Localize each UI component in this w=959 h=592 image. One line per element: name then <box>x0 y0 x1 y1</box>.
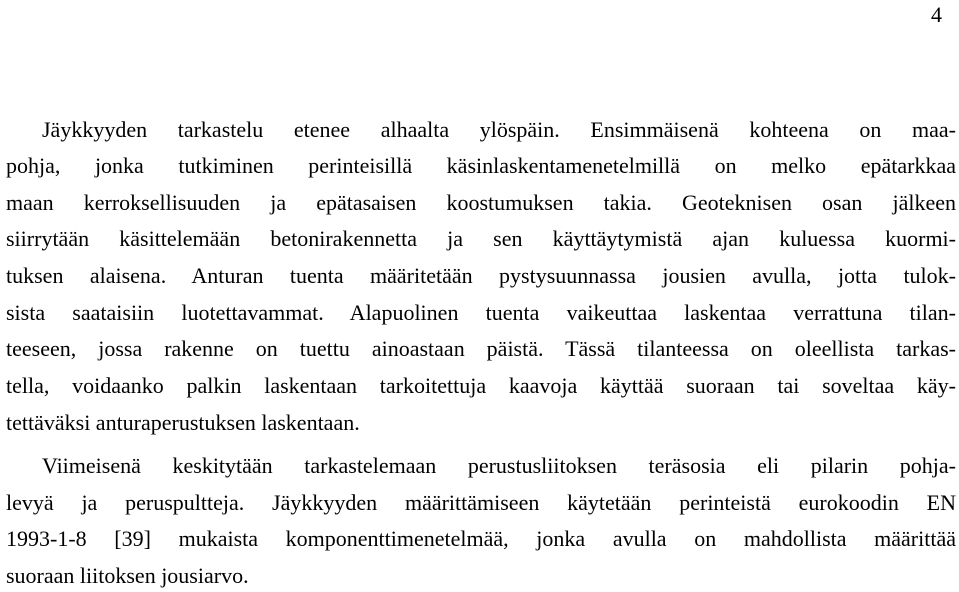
text-line: suoraan liitoksen jousiarvo. <box>6 563 249 588</box>
text-line: levyä ja peruspultteja. Jäykkyyden määrittämiseen käytetään perinteistä eurokoodin EN <box>6 490 956 515</box>
page-number: 4 <box>931 2 942 27</box>
text-line: Viimeisenä keskitytään tarkastelemaan perustusliitoksen teräsosia eli pilarin pohja- <box>42 453 956 478</box>
text-line: tuksen alaisena. Anturan tuenta määritetään pystysuunnassa jousien avulla, jotta tulok- <box>6 263 956 288</box>
text-line: maan kerroksellisuuden ja epätasaisen koostumuksen takia. Geoteknisen osan jälkeen <box>6 190 956 215</box>
text-line: pohja, jonka tutkiminen perinteisillä käsinlaskentamenetelmillä on melko epätarkkaa <box>6 153 956 178</box>
text-line: siirrytään käsittelemään betonirakennetta ja sen käyttäytymistä ajan kuluessa kuormi- <box>6 226 956 251</box>
text-line: teeseen, jossa rakenne on tuettu ainoastaan päistä. Tässä tilanteessa on oleellista tarkas- <box>6 336 956 361</box>
text-line: Jäykkyyden tarkastelu etenee alhaalta ylöspäin. Ensimmäisenä kohteena on maa- <box>42 117 956 142</box>
text-line: tella, voidaanko palkin laskentaan tarkoitettuja kaavoja käyttää suoraan tai soveltaa käy- <box>6 373 956 398</box>
text-line: sista saataisiin luotettavammat. Alapuolinen tuenta vaikeuttaa laskentaa verrattuna tilan- <box>6 300 956 325</box>
text-line: 1993-1-8 [39] mukaista komponenttimenetelmää, jonka avulla on mahdollista määrittää <box>6 526 956 551</box>
text-line: tettäväksi anturaperustuksen laskentaan. <box>6 410 360 435</box>
